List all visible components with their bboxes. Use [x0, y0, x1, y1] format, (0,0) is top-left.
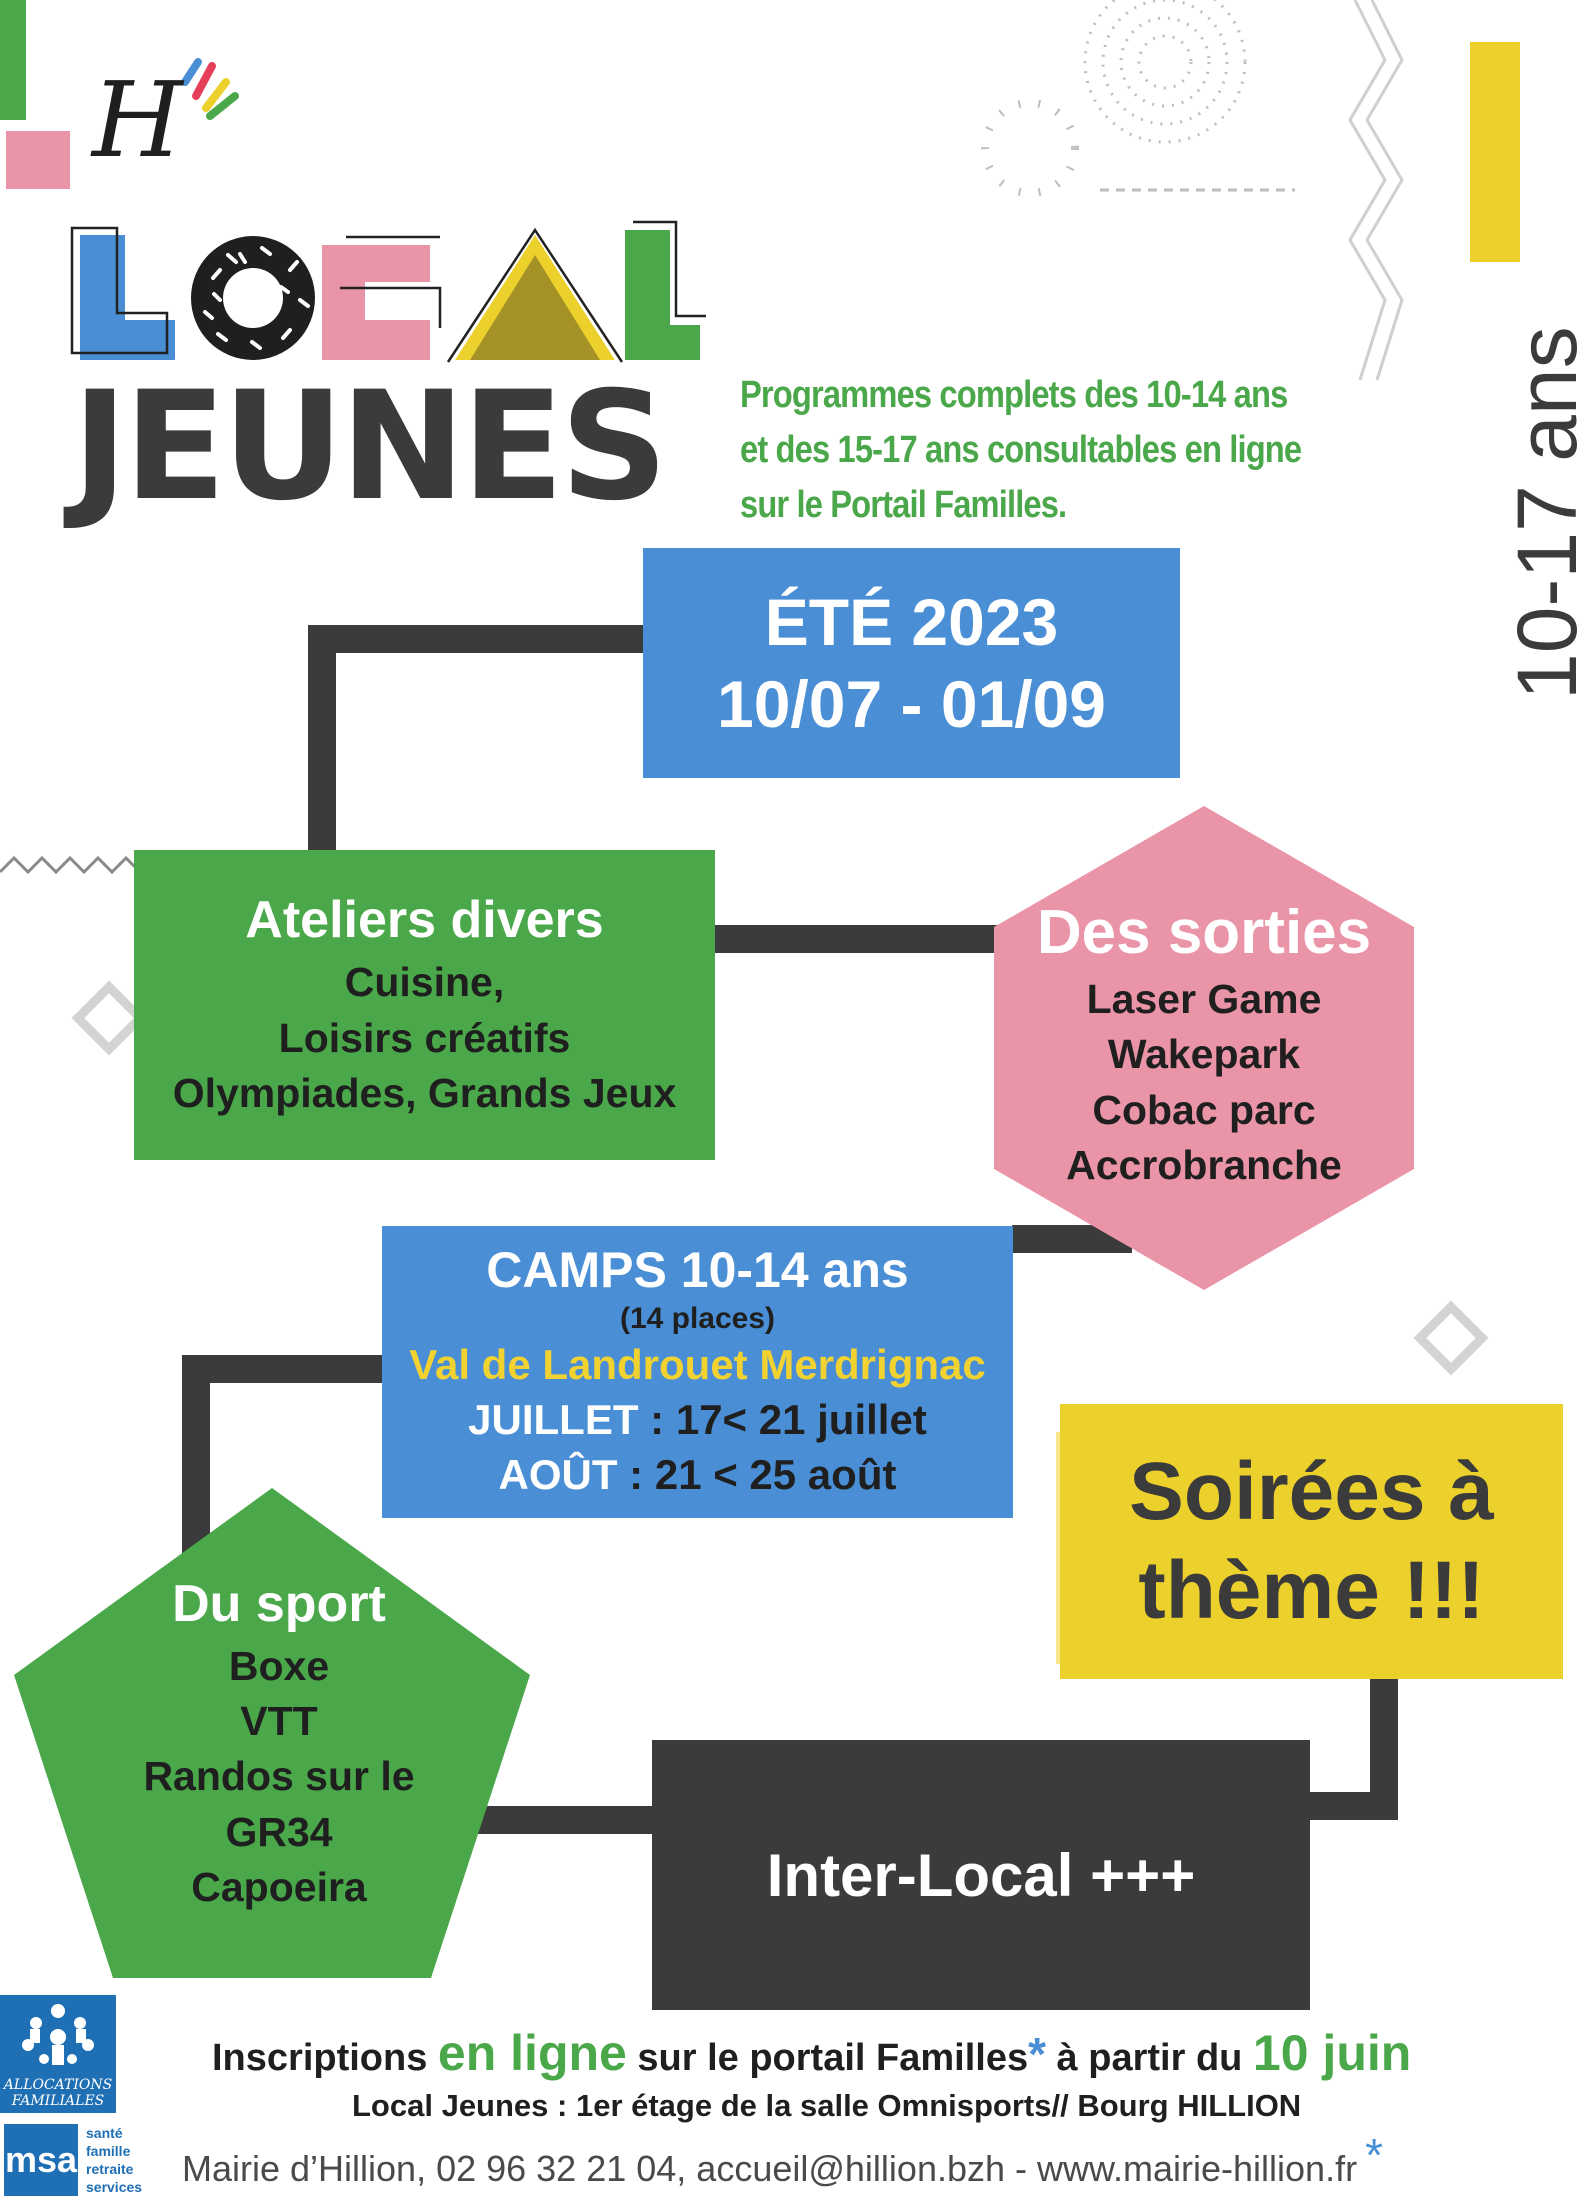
ateliers-item: Cuisine,: [344, 959, 505, 1006]
registration-line: [212, 2024, 1411, 2082]
soirees-line-1: Soirées à: [1129, 1446, 1494, 1538]
sport-box: [64, 1570, 494, 1920]
summer-title: ÉTÉ 2023: [764, 584, 1059, 659]
sport-item: Randos sur le: [143, 1753, 415, 1800]
ateliers-item: Olympiades, Grands Jeux: [172, 1069, 677, 1116]
summer-period-box: [643, 548, 1180, 778]
registration-date: 10 juin: [1252, 2025, 1412, 2081]
sport-title: Du sport: [172, 1574, 386, 1633]
registration-star: *: [1028, 2028, 1046, 2080]
sport-item: Capoeira: [191, 1863, 367, 1910]
connector-camps-to-sport-h: [182, 1355, 382, 1383]
summer-dates: 10/07 - 01/09: [717, 667, 1106, 741]
camps-location: Val de Landrouet Merdrignac: [409, 1341, 986, 1389]
msa-line: retraite: [86, 2161, 134, 2177]
interlocal-label: Inter-Local +++: [766, 1841, 1196, 1909]
camps-places: (14 places): [619, 1302, 776, 1336]
intro-text: [740, 368, 1301, 533]
interlocal-box: [652, 1740, 1310, 2010]
registration-highlight: en ligne: [437, 2025, 627, 2081]
msa-logo: [0, 2120, 165, 2200]
sorties-item: Cobac parc: [1092, 1086, 1316, 1133]
intro-line-1: Programmes complets des 10-14 ans: [740, 374, 1288, 416]
msa-text: [86, 2124, 142, 2196]
sorties-item: Accrobranche: [1066, 1141, 1342, 1188]
sorties-item: Laser Game: [1086, 975, 1322, 1022]
registration-text: sur le portail Familles: [626, 2037, 1029, 2079]
connector-summer-to-ateliers-v: [308, 625, 336, 855]
camps-aout-dates: : 21 < 25 août: [617, 1450, 897, 1498]
caf-logo: [0, 1995, 116, 2113]
sorties-title: Des sorties: [1036, 897, 1372, 967]
msa-mark: msa: [4, 2124, 78, 2196]
camps-title: CAMPS 10-14 ans: [486, 1241, 909, 1298]
sorties-box: [994, 880, 1414, 1210]
logo-mark: H: [92, 59, 183, 181]
soirees-line-2: thème !!!: [1138, 1544, 1485, 1636]
msa-line: famille: [86, 2143, 131, 2159]
camps-aout: [499, 1448, 897, 1503]
local-letter-art: [72, 222, 706, 362]
sport-item: Boxe: [228, 1642, 330, 1689]
sorties-item: Wakepark: [1107, 1031, 1301, 1078]
intro-line-2: et des 15-17 ans consultables en ligne: [740, 429, 1302, 471]
msa-line: services: [86, 2179, 143, 2195]
address-line: Local Jeunes : 1er étage de la salle Omnisports// Bourg HILLION: [352, 2088, 1302, 2123]
caf-label: ALLOCATIONS FAMILIALES: [3, 2077, 113, 2109]
ateliers-item: Loisirs créatifs: [278, 1014, 571, 1061]
connector-soirees-to-interlocal-h: [1300, 1792, 1398, 1820]
sport-item: GR34: [225, 1808, 333, 1855]
contact-text: Mairie d’Hillion, 02 96 32 21 04, accueil@hillion.bzh - www.mairie-hillion.fr: [182, 2148, 1358, 2189]
registration-text: Inscriptions: [212, 2037, 438, 2079]
soirees-box: [1060, 1404, 1563, 1679]
caf-people-icon: [0, 1995, 116, 2075]
camps-aout-label: AOÛT: [498, 1450, 618, 1498]
camps-juillet-label: JUILLET: [468, 1395, 639, 1443]
logo-word-jeunes: JEUNES: [72, 360, 665, 534]
intro-line-3: sur le Portail Familles.: [740, 484, 1067, 526]
camps-juillet-dates: : 17< 21 juillet: [638, 1395, 927, 1443]
connector-ateliers-to-sorties: [712, 925, 1012, 953]
registration-text: à partir du: [1046, 2037, 1253, 2079]
connector-summer-to-ateliers-h: [308, 625, 646, 653]
age-range-label: 10-17 ans: [1500, 326, 1594, 700]
camps-juillet: [468, 1393, 927, 1448]
ateliers-box: [134, 850, 715, 1160]
ateliers-title: Ateliers divers: [245, 890, 604, 949]
camps-box: [382, 1226, 1013, 1518]
contact-star: *: [1365, 2129, 1383, 2181]
contact-line: [182, 2129, 1383, 2192]
sport-item: VTT: [240, 1697, 318, 1744]
msa-line: santé: [86, 2125, 123, 2141]
